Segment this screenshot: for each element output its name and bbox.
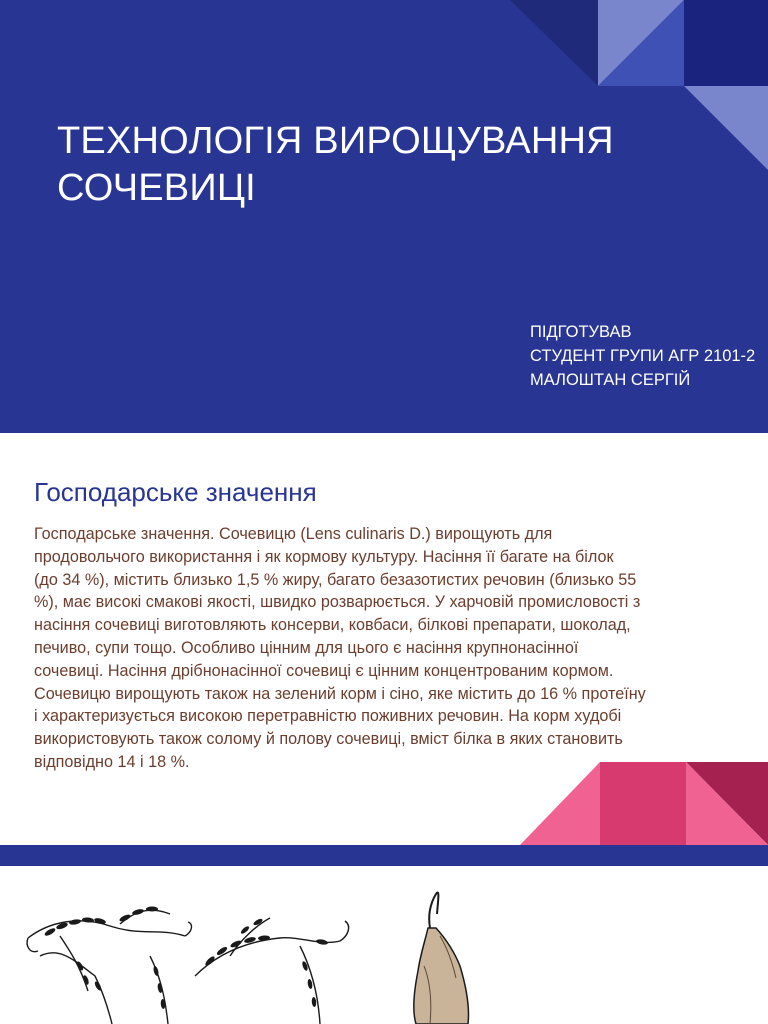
paragraph-line: продовольчого використання і як кормову культуру. Насіння її багате на білок — [34, 547, 614, 566]
title-slide — [0, 0, 768, 433]
paragraph-line: насіння сочевиці виготовляють консерви, ковбаси, білкові препарати, шоколад, — [34, 616, 631, 635]
lentil-pod-drawing — [414, 892, 469, 1024]
author-line-name: МАЛОШТАН СЕРГІЙ — [530, 371, 691, 389]
lentil-plant-illustration — [0, 866, 768, 1024]
paragraph-line: (до 34 %), містить близько 1,5 % жиру, багато безазотистих речовин (близько 55 — [34, 570, 637, 589]
paragraph-line: Господарське значення. Сочевицю (Lens culinaris D.) вирощують для — [34, 525, 553, 543]
economic-significance-slide — [0, 433, 768, 845]
lentil-branch-left — [27, 910, 191, 1024]
paragraph-line: і характеризується високою перетравністю поживних речовин. На корм худобі — [34, 707, 622, 726]
paragraph-line: відповідно 14 і 18 %. — [34, 752, 190, 771]
presentation-title — [57, 118, 697, 212]
author-line-group: СТУДЕНТ ГРУПИ АГР 2101-2 — [530, 347, 756, 365]
lentil-branch-right — [195, 918, 349, 1024]
slide-divider-band — [0, 845, 768, 866]
pink-decoration-shapes — [0, 433, 768, 845]
author-block — [530, 320, 755, 392]
title-line-1: ТЕХНОЛОГІЯ ВИРОЩУВАННЯ — [57, 120, 614, 162]
title-line-2: СОЧЕВИЦІ — [57, 167, 256, 209]
illustration-slide — [0, 866, 768, 1024]
paragraph-line: сочевиці. Насіння дрібнонасінної сочевиці є цінним концентрованим кормом. — [34, 661, 614, 680]
paragraph-line: Сочевицю вирощують також на зелений корм і сіно, яке містить до 16 % протеїну — [34, 684, 646, 703]
paragraph-line: %), має високі смакові якості, швидко розварюється. У харчовій промисловості з — [34, 593, 641, 612]
author-line-prepared: ПІДГОТУВАВ — [530, 323, 632, 341]
paragraph-line: використовують також солому й полову сочевиці, вміст білка в яких становить — [34, 730, 623, 749]
paragraph-line: печиво, супи тощо. Особливо цінним для цього є насіння крупнонасінної — [34, 638, 579, 657]
section-heading: Господарське значення — [34, 477, 317, 507]
lentil-leaves-right — [204, 918, 328, 1008]
